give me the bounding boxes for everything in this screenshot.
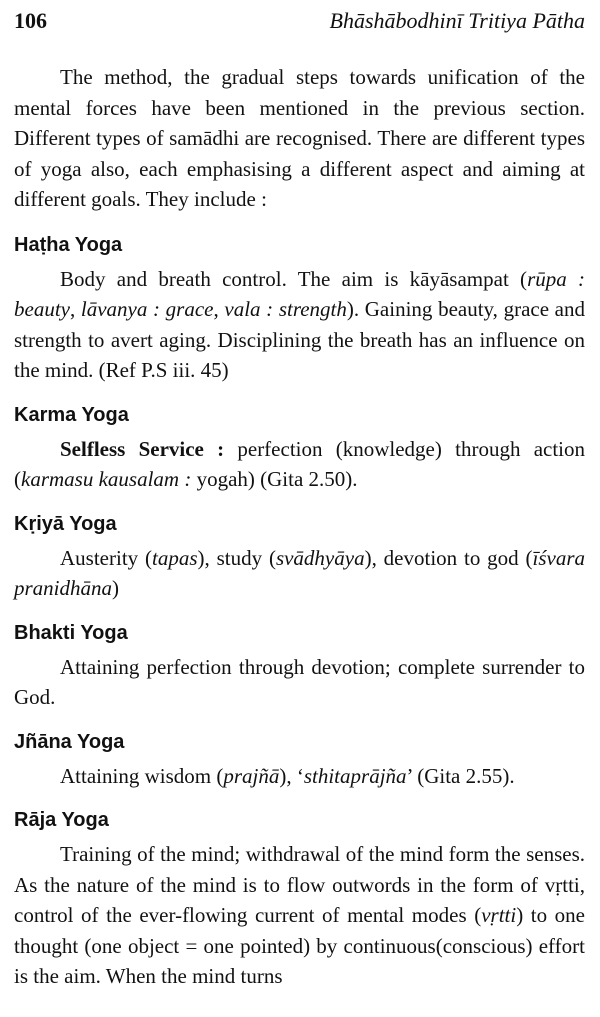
text-run: ) to one thought (one object = one pointed) by continuous(conscious) effort is the aim. When the mind turns	[14, 903, 586, 988]
text-run: ,	[213, 297, 225, 321]
text-run: Training of the mind; withdrawal of the mind form the senses. As the nature of the mind is to flow outwords in the form of vṛtti, control of the ever-flowing current of mental modes (	[14, 842, 585, 927]
section-raja-yoga	[14, 805, 585, 992]
page-number: 106	[14, 8, 47, 33]
italic-run: svādhyāya	[275, 545, 365, 570]
italic-run: vala : strength	[224, 297, 347, 321]
intro-paragraph: The method, the gradual steps towards unification of the mental forces have been mentioned in the previous section. Different types of samādhi are recognised. There are different types of yoga also, each emphasising a different aspect and aiming at different goals. They include :	[14, 65, 585, 211]
text-run: perfection (knowledge) through action (	[14, 436, 585, 491]
italic-run: karmasu kausalam :	[21, 467, 192, 491]
text-run: ), devotion to god (	[364, 545, 533, 570]
section-paragraph	[14, 543, 585, 604]
section-heading: Karma Yoga	[14, 403, 129, 426]
section-kriya-yoga	[14, 509, 585, 604]
bold-lead: Selfless Service :	[60, 436, 225, 461]
section-heading: Bhakti Yoga	[14, 621, 128, 644]
italic-run: īśvara pranidhāna	[14, 545, 585, 600]
italic-run: tapas	[152, 545, 198, 570]
text-run: Austerity (	[60, 545, 152, 570]
section-jnana-yoga	[14, 727, 585, 792]
text-run: ), study (	[197, 545, 276, 570]
section-heading: Jñāna Yoga	[14, 730, 125, 753]
text-run: Body and breath control. The aim is kāyāsampat (	[60, 266, 528, 291]
running-head	[14, 8, 585, 38]
italic-run: lāvanya : grace	[80, 297, 214, 321]
text-run: Attaining wisdom (	[60, 763, 224, 788]
section-heading: Rāja Yoga	[14, 809, 109, 831]
text-run: ), ‘	[279, 763, 304, 788]
text-run: )	[112, 576, 120, 600]
section-paragraph	[14, 839, 585, 992]
section-hatha-yoga	[14, 230, 585, 386]
page-body	[14, 62, 585, 1006]
italic-run: vṛtti	[481, 903, 517, 927]
text-run: ). Gaining beauty, grace and strength to avert aging. Disciplining the breath has an influence on the mind. (Ref P.S iii. 45)	[14, 297, 585, 382]
section-heading: Haṭha Yoga	[14, 233, 123, 256]
text-run: yogah) (Gita 2.50).	[191, 467, 358, 491]
section-paragraph: Attaining perfection through devotion; complete surrender to God.	[14, 654, 585, 709]
text-run: ,	[69, 297, 81, 321]
section-paragraph	[14, 434, 585, 495]
section-paragraph	[14, 761, 585, 792]
section-karma-yoga	[14, 400, 585, 495]
text-run: ’ (Gita 2.55).	[406, 763, 515, 788]
running-title: Bhāshābodhinī Tritiya Pātha	[329, 8, 585, 33]
section-bhakti-yoga	[14, 618, 585, 713]
italic-run: rūpa : beauty	[14, 266, 585, 321]
italic-run: prajñā	[223, 763, 280, 788]
section-heading: Kṛiyā Yoga	[14, 512, 117, 535]
italic-run: sthitaprājña	[303, 763, 407, 788]
section-paragraph	[14, 264, 585, 386]
